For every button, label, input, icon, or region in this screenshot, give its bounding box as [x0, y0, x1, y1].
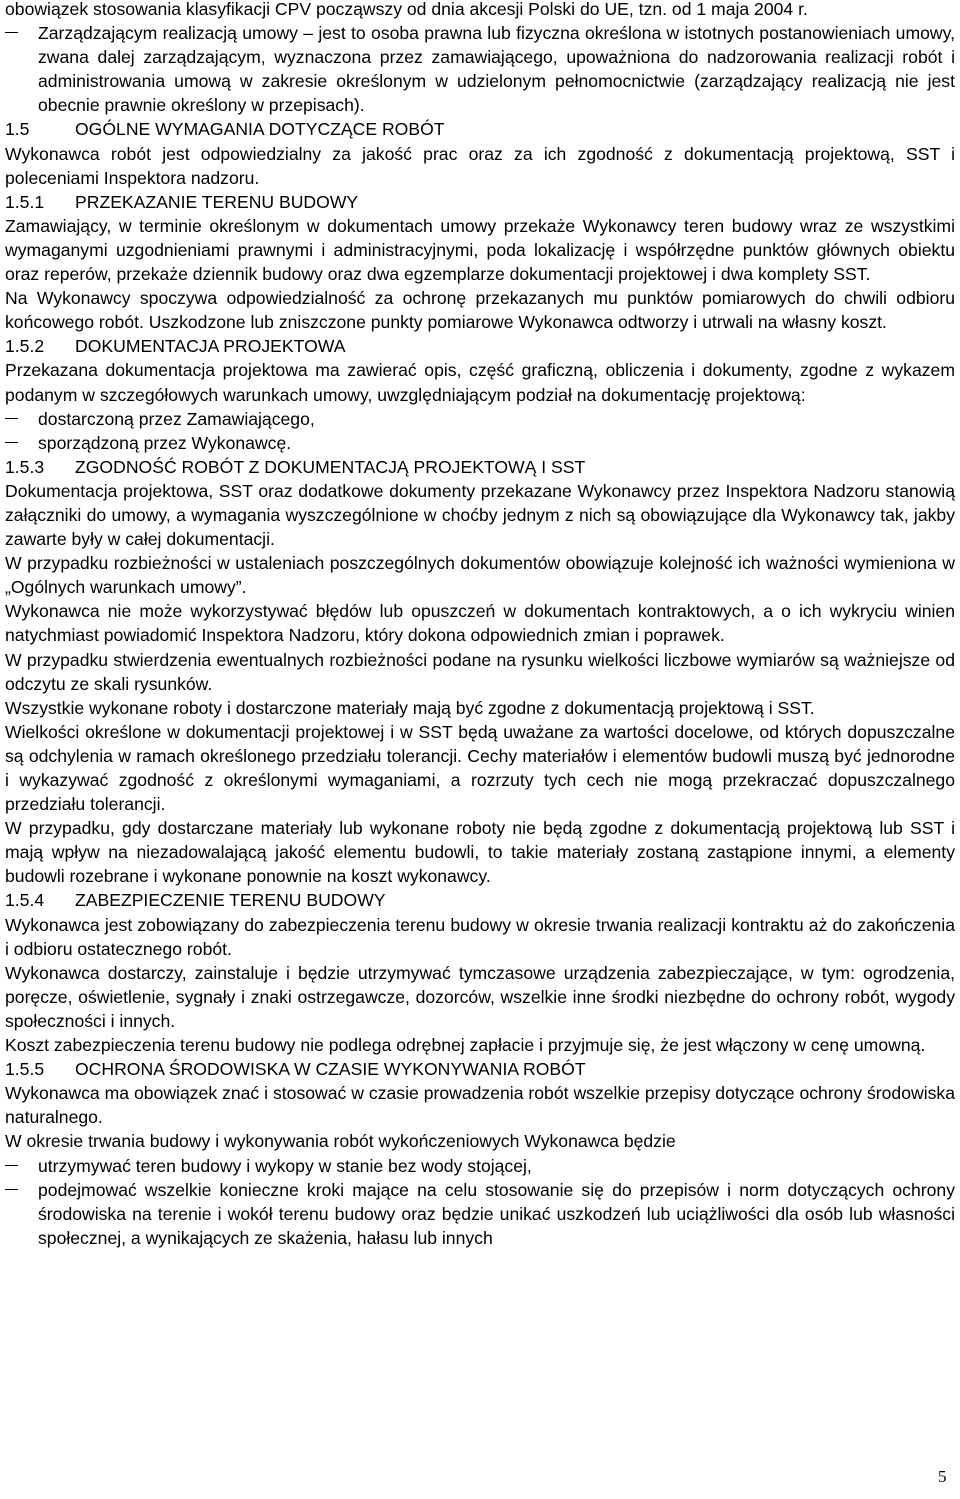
paragraph: W przypadku, gdy dostarczane materiały lub wykonane roboty nie będą zgodne z dokumentacją projektową lub SST i mają wpływ na niezadowalającą jakość elementu budowli, to takie materiały zostaną zastąpione innymi, a elementy budowli rozebrane i wykonane ponownie na koszt wykonawcy.: [5, 818, 955, 887]
section-heading-1-5-1: [5, 190, 955, 214]
section-number: 1.5.5: [5, 1059, 45, 1080]
section-title: OGÓLNE WYMAGANIA DOTYCZĄCE ROBÓT: [75, 119, 445, 140]
section-heading-1-5-2: [5, 334, 955, 358]
section-heading-1-5-3: [5, 455, 955, 479]
section-heading-1-5-5: [5, 1057, 955, 1081]
section-number: 1.5.3: [5, 456, 45, 477]
paragraph: Zamawiający, w terminie określonym w dokumentach umowy przekaże Wykonawcy teren budowy wraz ze wszystkimi wymaganymi uzgodnieniami prawnymi i administracyjnymi, poda lokalizację i współrzędne punktów głównych obiektu oraz reperów, przekaże dziennik budowy oraz dwa egzemplarze dokumentacji projektowej i dwa komplety SST.: [5, 215, 955, 285]
definition-list-item: Zarządzającym realizacją umowy – jest to osoba prawna lub fizyczna określona w istotnych postanowieniach umowy, zwana dalej zarządzającym, wyznaczona przez zamawiającego, upoważniona do nadzorowania realizacji robót i administrowania umową w zakresie określonym w udzielonym pełnomocnictwie (zarządzający realizacją nie jest obecnie prawnie określony w przepisach).: [5, 21, 955, 117]
section-number: 1.5: [5, 119, 30, 140]
section-title: ZABEZPIECZENIE TERENU BUDOWY: [75, 890, 386, 911]
paragraph: Wykonawca dostarczy, zainstaluje i będzie utrzymywać tymczasowe urządzenia zabezpieczające, w tym: ogrodzenia, poręcze, oświetlenie, sygnały i znaki ostrzegawcze, dozorców, wszelkie inne środki niezbędne do ochrony robót, wygody społeczności i innych.: [5, 962, 955, 1031]
paragraph: Przekazana dokumentacja projektowa ma zawierać opis, część graficzną, obliczenia i dokumenty, zgodne z wykazem podanym w szczegółowych warunkach umowy, uwzględniającym podział na dokumentację projektową:: [5, 360, 955, 405]
page-number: 5: [938, 1467, 947, 1486]
paragraph: Wykonawca jest zobowiązany do zabezpieczenia terenu budowy w okresie trwania realizacji kontraktu aż do zakończenia i odbioru ostatecznego robót.: [5, 914, 955, 959]
paragraph: Wielkości określone w dokumentacji projektowej i w SST będą uważane za wartości docelowe, od których dopuszczalne są odchylenia w ramach określonego przedziału tolerancji. Cechy materiałów i elementów budowli muszą być jednorodne i wykazywać zgodność z określonymi wymaganiami, a rozrzuty tych cech nie mogą przekraczać dopuszczalnego przedziału tolerancji.: [5, 721, 955, 815]
paragraph: W okresie trwania budowy i wykonywania robót wykończeniowych Wykonawca będzie: [5, 1131, 676, 1152]
paragraph: W przypadku rozbieżności w ustaleniach poszczególnych dokumentów obowiązuje kolejność ich ważności wymieniona w „Ogólnych warunkach umowy”.: [5, 553, 955, 598]
paragraph: Wykonawca robót jest odpowiedzialny za jakość prac oraz za ich zgodność z dokumentacją projektową, SST i poleceniami Inspektora nadzoru.: [5, 143, 955, 188]
section-number: 1.5.1: [5, 191, 45, 212]
section-title: PRZEKAZANIE TERENU BUDOWY: [75, 191, 359, 212]
list-item: sporządzoną przez Wykonawcę.: [5, 431, 955, 455]
document-page: [5, 0, 955, 1250]
list-item: utrzymywać teren budowy i wykopy w stanie bez wody stojącej,: [5, 1154, 955, 1178]
section-title: ZGODNOŚĆ ROBÓT Z DOKUMENTACJĄ PROJEKTOWĄ I SST: [75, 456, 586, 477]
section-heading-1-5-4: [5, 888, 955, 912]
section-heading-1-5: [5, 117, 955, 141]
section-title: DOKUMENTACJA PROJEKTOWA: [75, 336, 346, 357]
list-item: dostarczoną przez Zamawiającego,: [5, 407, 955, 431]
paragraph: obowiązek stosowania klasyfikacji CPV począwszy od dnia akcesji Polski do UE, tzn. od 1 maja 2004 r.: [5, 0, 808, 19]
paragraph: Koszt zabezpieczenia terenu budowy nie podlega odrębnej zapłacie i przyjmuje się, że jest włączony w cenę umowną.: [5, 1035, 926, 1056]
paragraph: Wykonawca nie może wykorzystywać błędów lub opuszczeń w dokumentach kontraktowych, a o ich wykryciu winien natychmiast powiadomić Inspektora Nadzoru, który dokona odpowiednich zmian i poprawek.: [5, 601, 955, 646]
list-item: podejmować wszelkie konieczne kroki mające na celu stosowanie się do przepisów i norm dotyczących ochrony środowiska na terenie i wokół terenu budowy oraz będzie unikać uszkodzeń lub uciążliwości dla osób lub własności społecznej, a wynikających ze skażenia, hałasu lub innych: [5, 1178, 955, 1250]
section-number: 1.5.2: [5, 336, 45, 357]
paragraph: Na Wykonawcy spoczywa odpowiedzialność za ochronę przekazanych mu punktów pomiarowych do chwili odbioru końcowego robót. Uszkodzone lub zniszczone punkty pomiarowe Wykonawca odtworzy i utrwali na własny koszt.: [5, 288, 955, 333]
paragraph: Wykonawca ma obowiązek znać i stosować w czasie prowadzenia robót wszelkie przepisy dotyczące ochrony środowiska naturalnego.: [5, 1083, 955, 1128]
section-title: OCHRONA ŚRODOWISKA W CZASIE WYKONYWANIA ROBÓT: [75, 1059, 586, 1080]
section-number: 1.5.4: [5, 890, 45, 911]
paragraph: Wszystkie wykonane roboty i dostarczone materiały mają być zgodne z dokumentacją projektową i SST.: [5, 697, 815, 718]
paragraph: Dokumentacja projektowa, SST oraz dodatkowe dokumenty przekazane Wykonawcy przez Inspektora Nadzoru stanowią załączniki do umowy, a wymagania wyszczególnione w choćby jednym z nich są obowiązujące dla Wykonawcy tak, jakby zawarte były w całej dokumentacji.: [5, 480, 955, 550]
paragraph: W przypadku stwierdzenia ewentualnych rozbieżności podane na rysunku wielkości liczbowe wymiarów są ważniejsze od odczytu ze skali rysunków.: [5, 649, 955, 694]
